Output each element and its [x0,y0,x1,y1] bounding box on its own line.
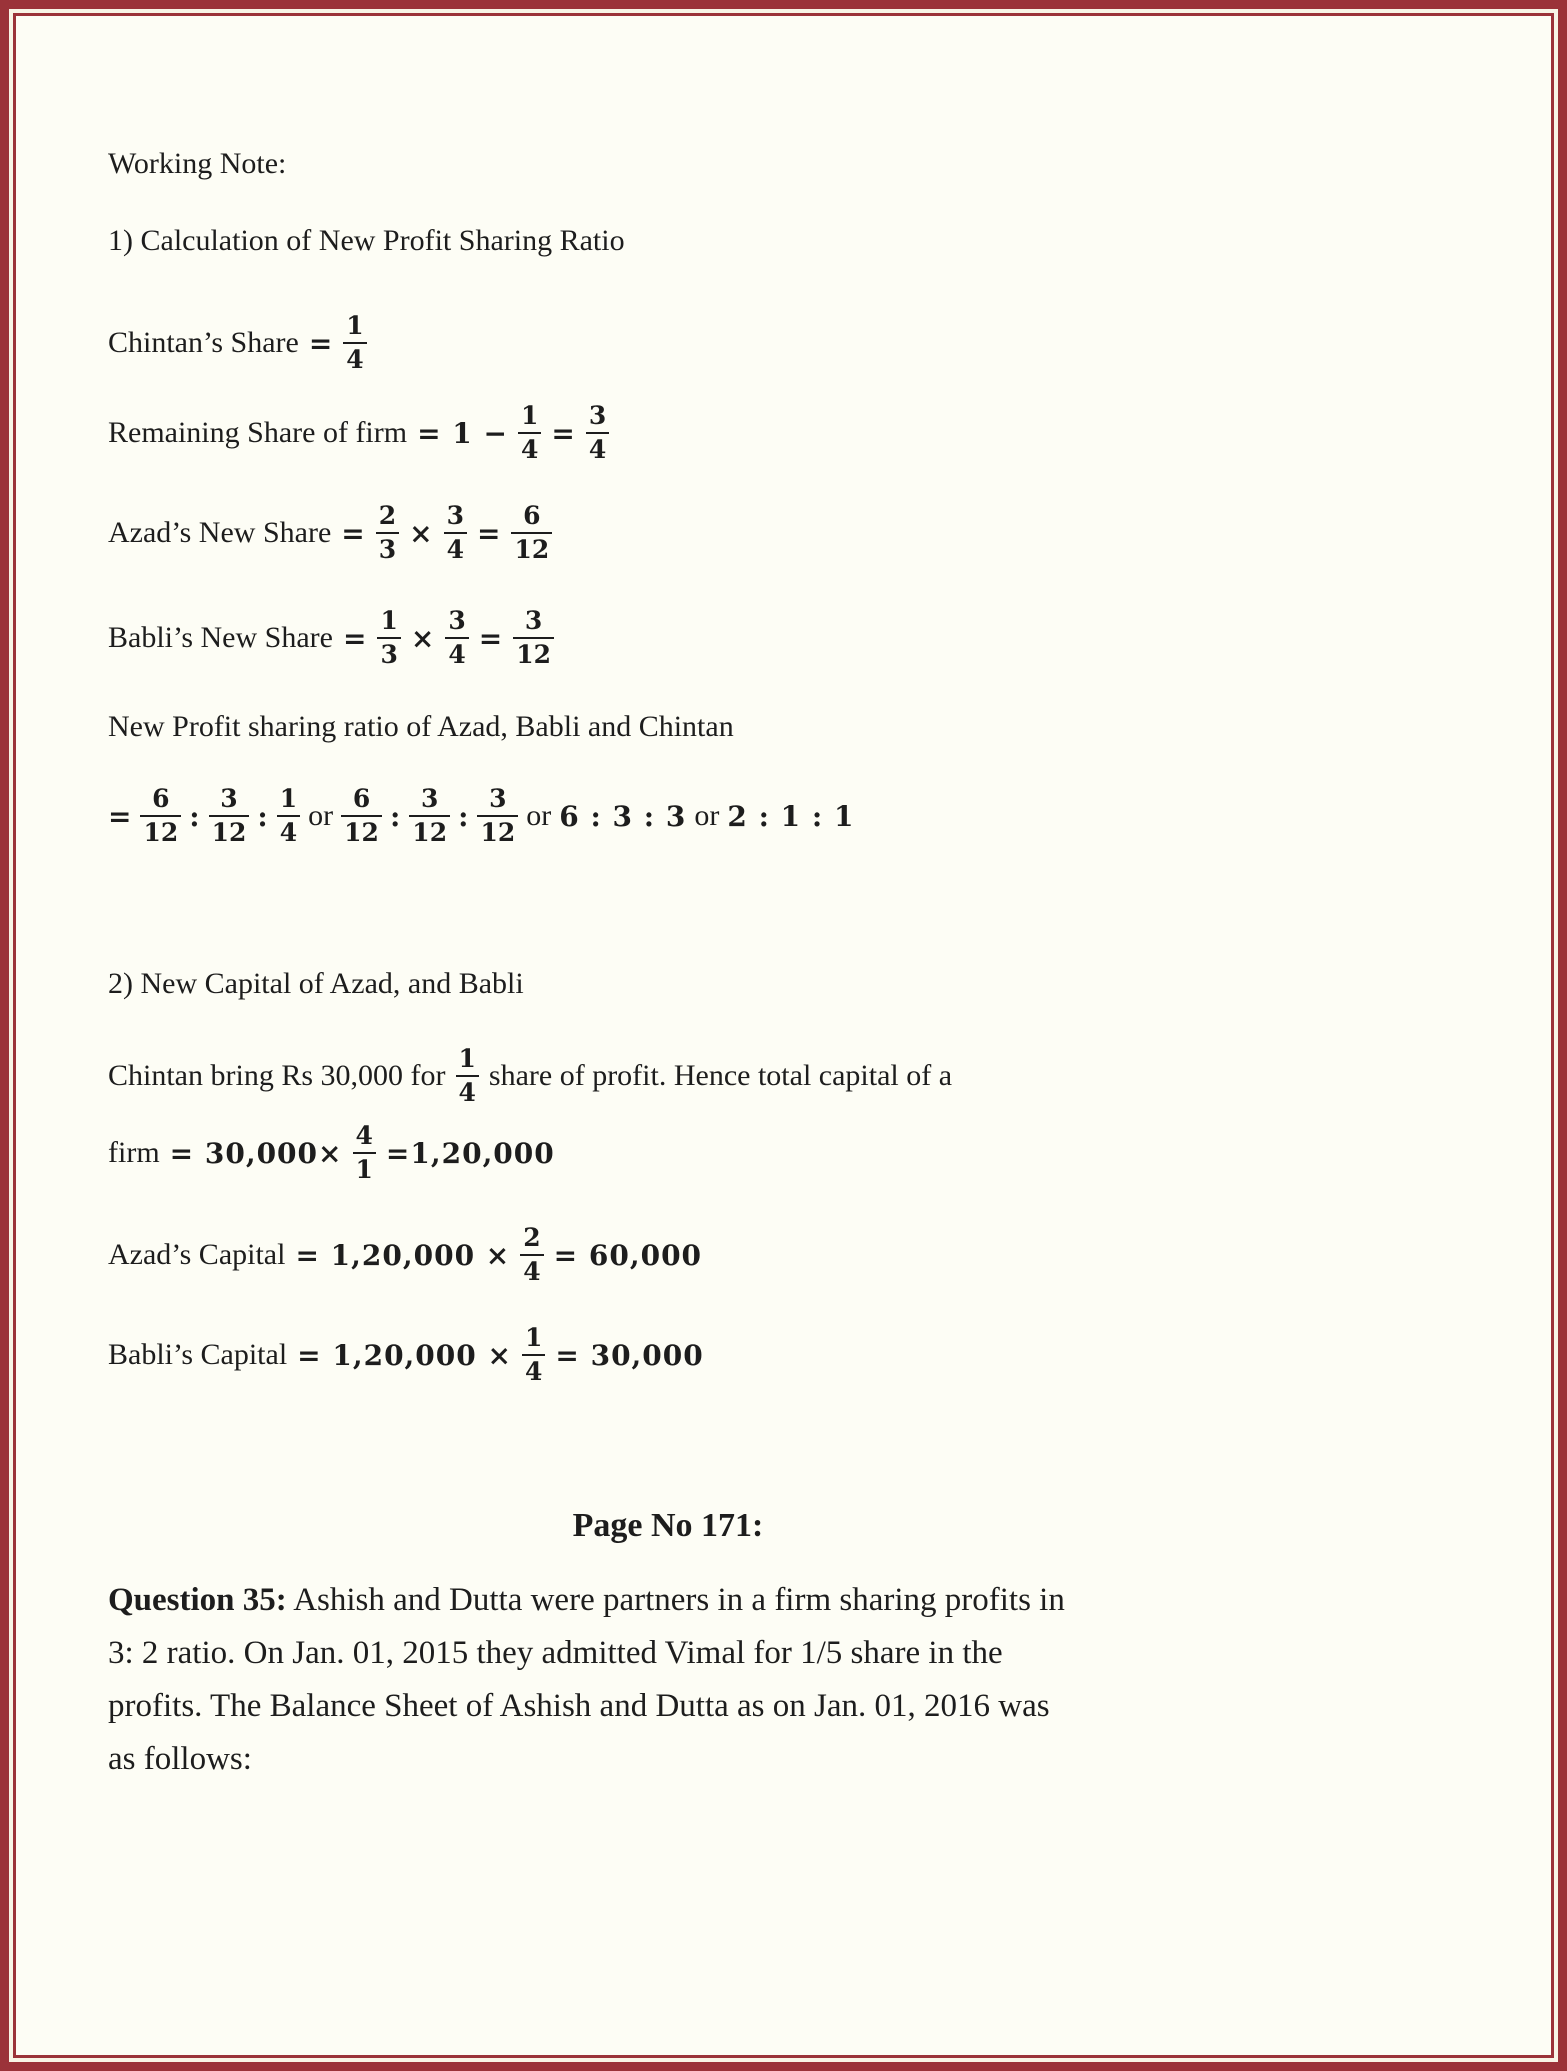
numerator: 1 [521,401,539,430]
document-page [13,13,1554,2058]
formula-label: Babli’s Capital [108,1338,288,1371]
equals-sign: = [551,416,576,450]
denominator: 4 [343,342,366,373]
formula-text: share of profit. Hence total capital of a [488,1059,953,1092]
question-text: Ashish and Dutta were partners in a firm sharing profits in [293,1582,1065,1618]
denominator: 4 [277,815,300,846]
ratio-values: 6 : 3 : 3 [559,799,687,833]
fraction [445,608,468,668]
numerator: 3 [489,784,507,813]
formula-azad-capital [108,1208,1488,1302]
denominator: 12 [477,815,518,846]
math-operator: = 30,000× [169,1136,343,1170]
numerator: 3 [446,501,465,530]
denominator: 4 [445,637,468,668]
equals-sign: = [477,516,502,550]
numerator: 6 [152,784,170,813]
equals-sign: = [308,326,334,360]
fraction [444,503,467,563]
fraction [376,503,399,563]
fraction [343,313,366,373]
colon-sign: : [189,799,201,833]
fraction [209,786,250,846]
ratio-values: 2 : 1 : 1 [727,799,855,833]
fraction [353,1123,376,1183]
question-line: 3: 2 ratio. On Jan. 01, 2015 they admitted Vimal for 1/5 share in the [108,1635,1003,1671]
or-word: or [308,799,334,832]
denominator: 12 [140,815,181,846]
math-operator: = 1,20,000 × [295,1238,511,1272]
ratio-heading: New Profit sharing ratio of Azad, Babli and Chintan [108,710,734,743]
formula-label: Azad’s New Share [108,516,332,549]
question-label: Question 35: [108,1582,287,1618]
formula-remaining-share [108,386,1488,480]
denominator: 12 [341,815,382,846]
colon-sign: : [257,799,269,833]
numerator: 6 [352,784,371,813]
formula-label: Remaining Share of firm [108,416,408,449]
denominator: 1 [353,1152,376,1183]
formula-text: Chintan bring Rs 30,000 for [108,1059,446,1092]
fraction [456,1046,479,1106]
denominator: 4 [456,1075,479,1106]
fraction [520,1225,543,1285]
numerator: 3 [524,606,543,635]
denominator: 4 [522,1354,545,1385]
math-operator: = 30,000 [555,1338,704,1372]
numerator: 2 [378,501,397,530]
fraction [522,1325,545,1385]
numerator: 1 [524,1323,543,1352]
fraction [477,786,518,846]
formula-label: firm [108,1136,160,1169]
fraction [513,608,554,668]
fraction [409,786,450,846]
equals-sign: = [478,621,504,655]
fraction [518,403,541,463]
times-sign: × [409,516,434,550]
numerator: 3 [588,401,607,430]
question-line: as follows: [108,1741,252,1777]
formula-label: Chintan’s Share [108,326,299,359]
numerator: 3 [448,606,466,635]
denominator: 4 [520,1254,543,1285]
fraction [511,503,552,563]
equals-sign: = [108,799,133,833]
denominator: 3 [376,532,399,563]
fraction [586,403,609,463]
numerator: 1 [458,1044,476,1073]
math-operator: = 1 − [417,416,508,450]
working-note-title: Working Note: [108,147,287,180]
denominator: 12 [209,815,250,846]
denominator: 12 [511,532,552,563]
fraction [140,786,181,846]
numerator: 3 [220,784,238,813]
page-content [19,19,1548,2052]
math-operator: =1,20,000 [385,1136,555,1170]
formula-label: Azad’s Capital [108,1238,286,1271]
formula-chintan-share [108,296,1488,390]
numerator: 1 [346,311,364,340]
question-line [108,1574,1228,1627]
section2-heading: 2) New Capital of Azad, and Babli [108,967,524,1000]
denominator: 12 [409,815,450,846]
formula-new-ratio [108,769,1488,863]
colon-sign: : [389,799,402,833]
or-word: or [694,799,720,832]
times-sign: × [410,621,436,655]
denominator: 4 [518,432,541,463]
formula-babli-capital [108,1308,1488,1402]
fraction [277,786,300,846]
fraction [341,786,382,846]
fraction [377,608,400,668]
question-paragraph [108,1574,1228,1786]
numerator: 4 [355,1121,373,1150]
section1-heading: 1) Calculation of New Profit Sharing Ratio [108,224,625,257]
numerator: 1 [279,784,298,813]
colon-sign: : [458,799,470,833]
denominator: 4 [586,432,609,463]
denominator: 4 [444,532,467,563]
denominator: 3 [377,637,400,668]
denominator: 12 [513,637,554,668]
numerator: 6 [523,501,541,530]
formula-label: Babli’s New Share [108,621,333,654]
numerator: 3 [420,784,439,813]
formula-azad-new-share [108,486,1488,580]
page-no-heading: Page No 171: [572,1507,764,1544]
or-word: or [526,799,552,832]
numerator: 2 [523,1223,541,1252]
equals-sign: = [341,516,366,550]
math-operator: = 60,000 [553,1238,703,1272]
formula-firm-total [108,1106,1488,1200]
numerator: 1 [380,606,398,635]
equals-sign: = [342,621,368,655]
formula-babli-new-share [108,591,1488,685]
question-line: profits. The Balance Sheet of Ashish and Dutta as on Jan. 01, 2016 was [108,1688,1050,1724]
math-operator: = 1,20,000 × [297,1338,512,1372]
